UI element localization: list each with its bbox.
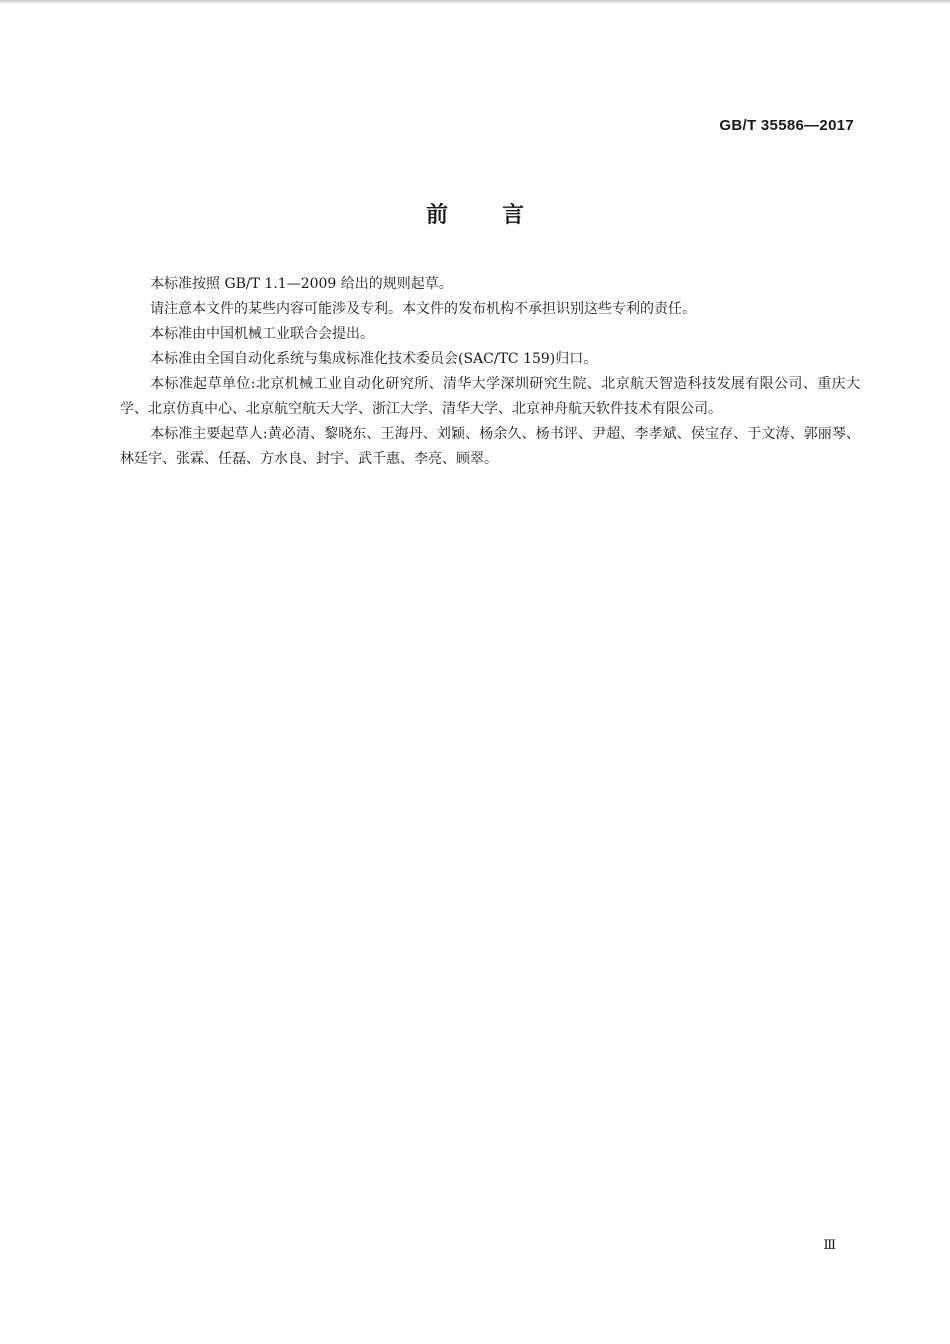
paragraph-drafters: 本标准主要起草人:黄必清、黎晓东、王海丹、刘颖、杨余久、杨书评、尹超、李孝斌、侯宝存、于文涛、郭丽琴、林廷宇、张霖、任磊、方水良、封宇、武千惠、李亮、顾翠。 (120, 426, 860, 467)
page-title: 前言 (425, 203, 578, 228)
foreword-body (120, 272, 860, 472)
scan-edge (0, 0, 950, 4)
paragraph-patent-notice: 请注意本文件的某些内容可能涉及专利。本文件的发布机构不承担识别这些专利的责任。 (150, 301, 696, 317)
paragraph-committee: 本标准由全国自动化系统与集成标准化技术委员会(SAC/TC 159)归口。 (150, 351, 598, 367)
standard-number: GB/T 35586—2017 (719, 117, 854, 134)
page-number: Ⅲ (823, 1238, 836, 1253)
paragraph-proposer: 本标准由中国机械工业联合会提出。 (150, 326, 374, 342)
paragraph-drafting-rules: 本标准按照 GB/T 1.1—2009 给出的规则起草。 (150, 276, 453, 292)
paragraph-drafting-units: 本标准起草单位:北京机械工业自动化研究所、清华大学深圳研究生院、北京航天智造科技发展有限公司、重庆大学、北京仿真中心、北京航空航天大学、浙江大学、清华大学、北京神舟航天软件技术有限公司。 (120, 376, 860, 417)
